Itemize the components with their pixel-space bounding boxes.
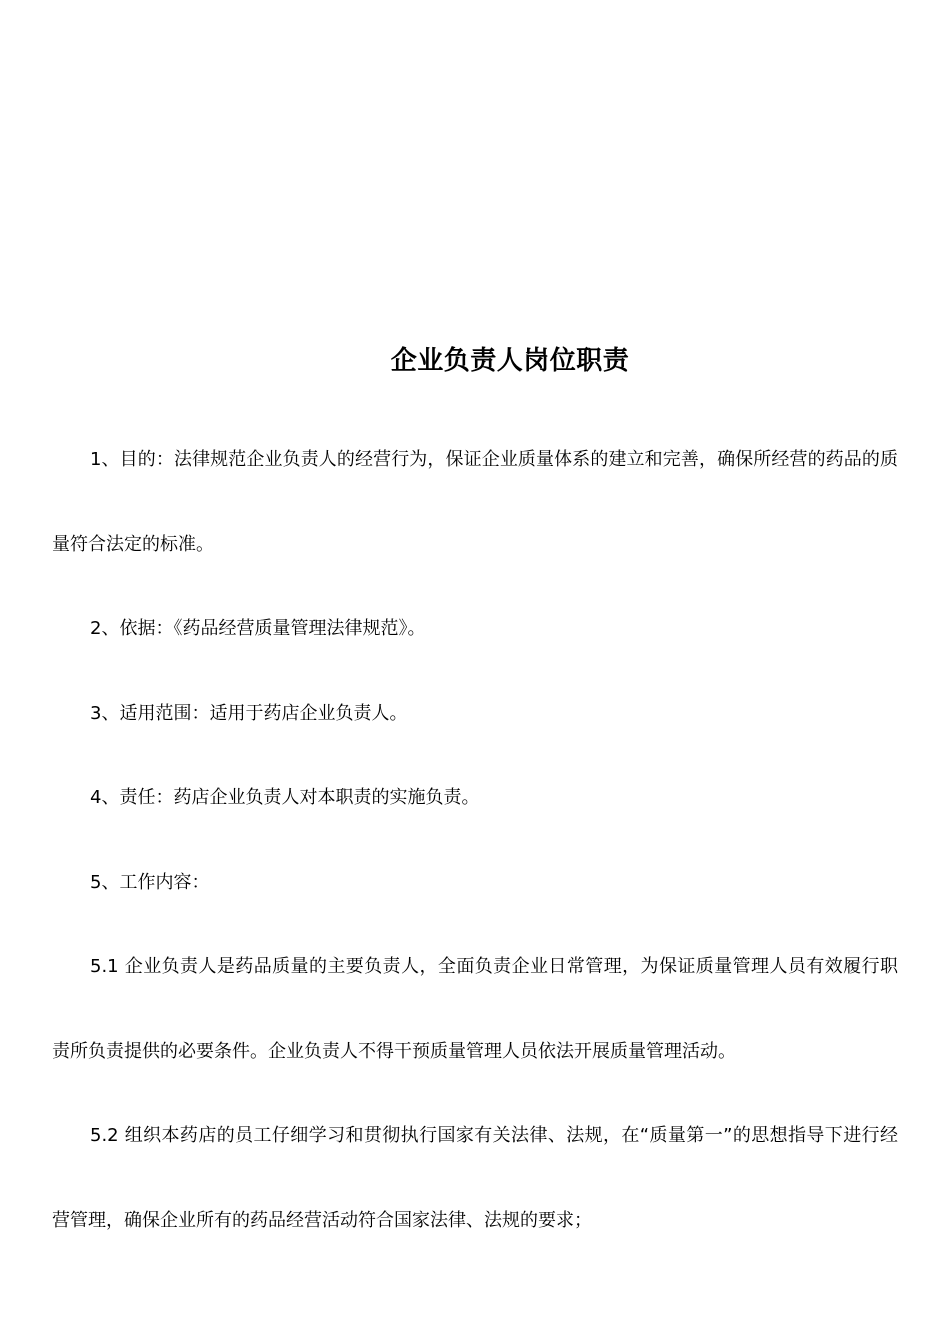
document-title: 企业负责人岗位职责 [390,346,630,376]
paragraph-5-1: 5.1 企业负责人是药品质量的主要负责人，全面负责企业日常管理，为保证质量管理人员有效履行职责所负责提供的必要条件。企业负责人不得干预质量管理人员依法开展质量管理活动。 [52,956,898,1062]
paragraph-work-content: 5、工作内容： [90,871,210,893]
paragraph-scope: 3、适用范围：适用于药店企业负责人。 [90,702,408,724]
paragraph-purpose: 1、目的：法律规范企业负责人的经营行为，保证企业质量体系的建立和完善，确保所经营的药品的质量符合法定的标准。 [52,449,898,555]
paragraph-responsibility: 4、责任：药店企业负责人对本职责的实施负责。 [90,787,480,808]
paragraph-5-2: 5.2 组织本药店的员工仔细学习和贯彻执行国家有关法律、法规，在“质量第一”的思想指导下进行经营管理，确保企业所有的药品经营活动符合国家法律、法规的要求； [52,1125,898,1231]
document-body [52,418,898,1263]
paragraph-basis: 2、依据：《药品经营质量管理法律规范》。 [90,618,426,639]
